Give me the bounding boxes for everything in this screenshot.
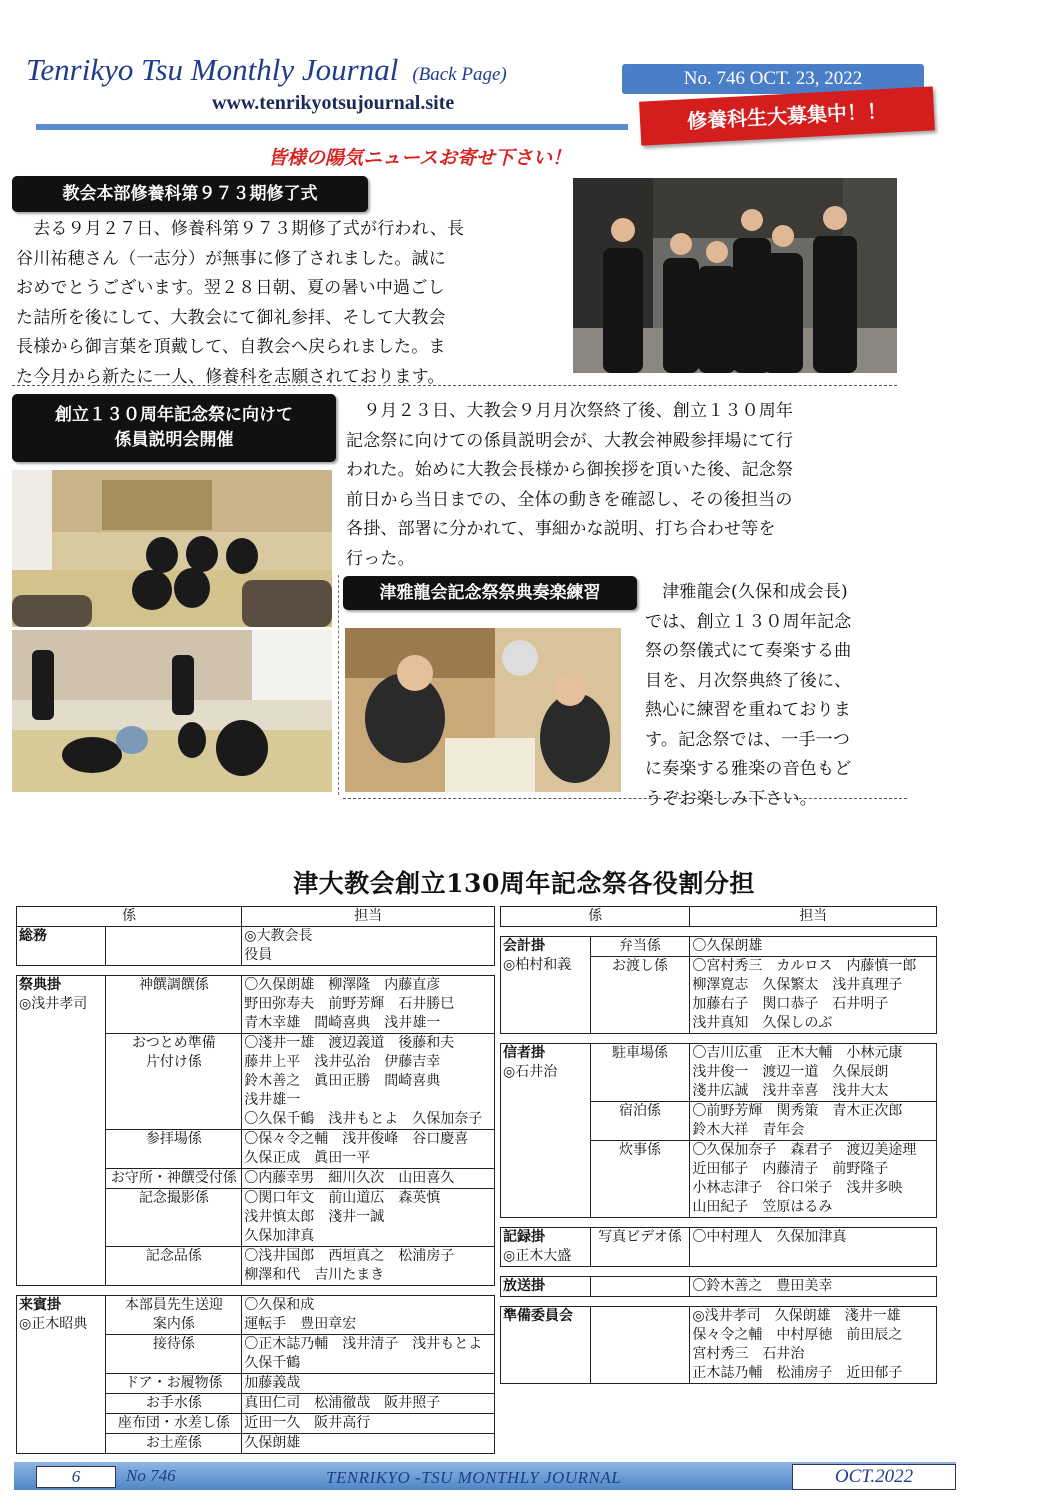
sub-role-name: 記念撮影係 bbox=[138, 1190, 209, 1206]
names-cell bbox=[242, 1034, 495, 1130]
sub-role-name: 写真ビデオ係 bbox=[598, 1229, 682, 1245]
sub-role-name: おつとめ準備 bbox=[131, 1035, 216, 1051]
names-cell bbox=[242, 1374, 495, 1394]
sub-role-cell bbox=[106, 1130, 242, 1169]
table-header-row bbox=[501, 907, 937, 927]
article2-label-line2: 係員説明会開催 bbox=[114, 430, 234, 450]
sub-role-cell bbox=[106, 1189, 242, 1247]
names-cell bbox=[690, 957, 937, 1034]
sub-role-name: お手水係 bbox=[145, 1395, 202, 1411]
table-row bbox=[501, 1044, 937, 1102]
sub-role-cell bbox=[590, 937, 690, 957]
article2-label-line1: 創立１３０周年記念祭に向けて bbox=[55, 405, 293, 426]
body-line: 長様から御言葉を頂戴して、自教会へ戻られました。ま bbox=[16, 337, 446, 357]
table-row bbox=[17, 1296, 495, 1335]
body-line: おめでとうございます。翌２８日朝、夏の暑い中過ごし bbox=[16, 278, 445, 298]
member-names: 〇保々令之輔 浅井俊峰 谷口慶喜 bbox=[244, 1131, 469, 1147]
sub-role-name: お土産係 bbox=[145, 1435, 202, 1451]
member-names: 久保正成 眞田一平 bbox=[244, 1150, 371, 1166]
names-cell bbox=[242, 976, 495, 1034]
member-names: 運転手 豊田章宏 bbox=[244, 1316, 357, 1332]
member-names: 真田仁司 松浦徹哉 阪井照子 bbox=[244, 1395, 441, 1411]
sub-role-cell bbox=[106, 1414, 242, 1434]
sub-role-cell bbox=[106, 1169, 242, 1189]
body-line: われた。始めに大教会長様から御挨拶を頂いた後、記念祭 bbox=[346, 460, 794, 480]
sub-role-name: 駐車場係 bbox=[612, 1045, 669, 1061]
table-gap bbox=[501, 927, 937, 937]
member-names: 〇淺井一雄 渡辺義道 後藤和夫 bbox=[244, 1035, 455, 1051]
names-cell bbox=[690, 1044, 937, 1102]
sub-role-cell bbox=[590, 957, 690, 1034]
sub-role-name: 神饌調饌係 bbox=[138, 977, 209, 993]
roles-table-left bbox=[16, 906, 495, 1454]
body-line: 去る９月２７日、修養科第９７３期修了式が行われ、長 bbox=[16, 219, 465, 239]
names-cell bbox=[690, 1307, 937, 1384]
body-line: うぞお楽しみ下さい。 bbox=[645, 788, 817, 809]
member-names: 小林志津子 谷口栄子 浅井多映 bbox=[692, 1180, 903, 1196]
footer-date: OCT.2022 bbox=[792, 1464, 956, 1490]
member-names: 〇鈴木善之 豊田美幸 bbox=[692, 1278, 833, 1294]
group-cell bbox=[501, 1044, 591, 1218]
body-line: に奏楽する雅楽の音色もど bbox=[645, 759, 852, 779]
member-names: 〇浅井国郎 西垣真之 松浦房子 bbox=[244, 1248, 455, 1264]
header-rule bbox=[36, 124, 628, 130]
sub-role-name: 弁当係 bbox=[619, 938, 662, 954]
member-names: 〇久保千鶴 浅井もとよ 久保加奈子 bbox=[244, 1111, 483, 1127]
footer-page-number: 6 bbox=[36, 1466, 116, 1488]
divider-1 bbox=[12, 385, 897, 386]
sub-role-cell bbox=[106, 1034, 242, 1130]
member-names: 役員 bbox=[244, 947, 273, 963]
journal-title-text: Tenrikyo Tsu Monthly Journal bbox=[26, 52, 399, 87]
sub-role-name: 接待係 bbox=[152, 1336, 195, 1352]
names-cell bbox=[242, 927, 495, 966]
names-cell bbox=[242, 1189, 495, 1247]
table-row bbox=[501, 1277, 937, 1297]
footer-journal-name: TENRIKYO -TSU MONTHLY JOURNAL bbox=[326, 1468, 622, 1487]
member-names: 〇中村理人 久保加津真 bbox=[692, 1229, 847, 1245]
member-names: 久保朗雄 bbox=[244, 1435, 301, 1451]
journal-subtitle: (Back Page) bbox=[412, 64, 507, 85]
sub-role-cell bbox=[590, 1141, 690, 1218]
group-cell bbox=[501, 937, 591, 1034]
member-names: 近田郁子 内藤清子 前野隆子 bbox=[692, 1161, 889, 1177]
names-cell bbox=[690, 1277, 937, 1297]
sub-role-cell bbox=[590, 1307, 690, 1384]
member-names: 山田紀子 笠原はるみ bbox=[692, 1199, 833, 1215]
member-names: 正木誌乃輔 松浦房子 近田郁子 bbox=[692, 1365, 903, 1381]
sub-role-cell bbox=[106, 976, 242, 1034]
roles-table-right bbox=[500, 906, 937, 1384]
member-names: 加藤右子 関口恭子 石井明子 bbox=[692, 996, 889, 1012]
table-row bbox=[501, 1307, 937, 1384]
article1-label: 教会本部修養科第９７３期修了式 bbox=[12, 176, 368, 212]
photo-meeting-groups bbox=[12, 630, 332, 792]
tagline: 皆様の陽気ニュースお寄せ下さい！ bbox=[268, 147, 572, 169]
site-url[interactable]: www.tenrikyotsujournal.site bbox=[212, 92, 455, 114]
body-line: 前日から当日までの、全体の動きを確認し、その後担当の bbox=[346, 489, 793, 510]
member-names: 〇正木誌乃輔 浅井清子 浅井もとよ bbox=[244, 1336, 483, 1352]
footer-issue: No 746 bbox=[126, 1466, 176, 1485]
group-leader: ◎正木大盛 bbox=[503, 1248, 572, 1264]
sub-role-cell bbox=[106, 1296, 242, 1335]
names-cell bbox=[242, 1414, 495, 1434]
journal-title bbox=[26, 52, 507, 88]
table-row bbox=[501, 937, 937, 957]
member-names: 浅井真知 久保しのぶ bbox=[692, 1015, 833, 1031]
header-tanto: 担当 bbox=[690, 907, 937, 927]
member-names: 浅井雄一 bbox=[244, 1092, 301, 1108]
divider-2 bbox=[343, 798, 907, 799]
body-line: では、創立１３０周年記念 bbox=[645, 611, 852, 632]
member-names: 鈴木大祥 青年会 bbox=[692, 1122, 805, 1138]
member-names: 〇内藤幸男 細川久次 山田喜久 bbox=[244, 1170, 455, 1186]
sub-role-cell bbox=[106, 1434, 242, 1454]
body-line: ９月２３日、大教会９月月次祭終了後、創立１３０周年 bbox=[346, 401, 794, 421]
member-names: ◎浅井孝司 久保朗雄 淺井一雄 bbox=[692, 1308, 901, 1324]
names-cell bbox=[242, 1169, 495, 1189]
table-row bbox=[501, 1228, 937, 1267]
body-line: 目を、月次祭典終了後に、 bbox=[645, 670, 852, 691]
photo-gagaku-practice bbox=[345, 628, 621, 792]
photo-graduates bbox=[573, 178, 897, 373]
table-gap bbox=[17, 1286, 495, 1296]
header-kakari: 係 bbox=[501, 907, 690, 927]
member-names: 保々令之輔 中村厚徳 前田辰之 bbox=[692, 1327, 903, 1343]
group-leader: ◎浅井孝司 bbox=[19, 996, 88, 1012]
sub-role-cell bbox=[106, 1394, 242, 1414]
group-name: 放送掛 bbox=[503, 1278, 545, 1294]
names-cell bbox=[242, 1394, 495, 1414]
vertical-divider bbox=[338, 575, 339, 795]
sub-role-name: ドア・お履物係 bbox=[125, 1375, 223, 1391]
member-names: 藤井上平 浅井弘治 伊藤吉幸 bbox=[244, 1054, 441, 1070]
member-names: 浅井慎太郎 淺井一誠 bbox=[244, 1209, 385, 1225]
sub-role-cell bbox=[590, 1102, 690, 1141]
member-names: ◎大教会長 bbox=[244, 928, 313, 944]
group-cell bbox=[501, 1228, 591, 1267]
sub-role-name: 宿泊係 bbox=[619, 1103, 662, 1119]
photo-meeting-hall bbox=[12, 470, 332, 627]
member-names: 〇久保和成 bbox=[244, 1297, 315, 1313]
member-names: 浅井俊一 渡辺一道 久保辰朗 bbox=[692, 1064, 889, 1080]
table-row bbox=[17, 976, 495, 1034]
names-cell bbox=[690, 1141, 937, 1218]
member-names: 〇関口年文 前山道広 森英慎 bbox=[244, 1190, 441, 1206]
body-line: 熱心に練習を重ねておりま bbox=[645, 700, 851, 720]
group-cell bbox=[17, 1296, 106, 1454]
body-line: 各掛、部署に分かれて、事細かな説明、打ち合わせ等を bbox=[346, 519, 776, 539]
sub-role-name: お守所・神饌受付係 bbox=[110, 1170, 237, 1186]
table-gap bbox=[501, 1297, 937, 1307]
group-name: 信者掛 bbox=[503, 1045, 545, 1061]
group-leader: ◎正木昭典 bbox=[19, 1316, 88, 1332]
sub-role-name: 片付け係 bbox=[145, 1054, 202, 1070]
names-cell bbox=[242, 1247, 495, 1286]
body-line: 谷川祐穂さん（一志分）が無事に修了されました。誠に bbox=[16, 248, 446, 269]
sub-role-name: お渡し係 bbox=[612, 958, 669, 974]
group-cell bbox=[17, 976, 106, 1286]
table-row bbox=[17, 927, 495, 966]
group-name: 祭典掛 bbox=[19, 977, 61, 993]
body-line: 行った。 bbox=[346, 548, 415, 569]
names-cell bbox=[242, 1335, 495, 1374]
article3-label: 津雅龍会記念祭祭典奏楽練習 bbox=[343, 576, 637, 610]
article2-body bbox=[346, 397, 902, 574]
sub-role-cell bbox=[590, 1228, 690, 1267]
sub-role-cell bbox=[106, 927, 242, 966]
sub-role-name: 案内係 bbox=[152, 1316, 195, 1332]
group-name: 準備委員会 bbox=[503, 1308, 573, 1324]
sub-role-cell bbox=[106, 1247, 242, 1286]
header-tanto: 担当 bbox=[242, 907, 495, 927]
article2-label bbox=[12, 394, 336, 462]
names-cell bbox=[690, 1228, 937, 1267]
article1-body bbox=[16, 215, 564, 392]
member-names: 〇久保朗雄 柳澤隆 内藤直彦 bbox=[244, 977, 441, 993]
group-leader: ◎柏村和義 bbox=[503, 957, 572, 973]
group-name: 総務 bbox=[19, 928, 47, 944]
table-header-row bbox=[17, 907, 495, 927]
names-cell bbox=[242, 1130, 495, 1169]
header-kakari: 係 bbox=[17, 907, 242, 927]
table-gap bbox=[501, 1267, 937, 1277]
member-names: 久保加津真 bbox=[244, 1228, 315, 1244]
sub-role-name: 座布団・水差し係 bbox=[117, 1415, 230, 1431]
member-names: 〇久保朗雄 bbox=[692, 938, 763, 954]
roles-title: 津大教会創立130周年記念祭各役割分担 bbox=[293, 869, 755, 898]
member-names: 〇宮村秀三 カルロス 内藤慎一郎 bbox=[692, 958, 917, 974]
member-names: 〇前野芳輝 関秀策 青木正次郎 bbox=[692, 1103, 903, 1119]
sub-role-cell bbox=[590, 1044, 690, 1102]
sub-role-cell bbox=[106, 1374, 242, 1394]
body-line: 祭の祭儀式にて奏楽する曲 bbox=[645, 641, 852, 661]
member-names: 〇久保加奈子 森君子 渡辺美途理 bbox=[692, 1142, 917, 1158]
names-cell bbox=[690, 1102, 937, 1141]
sub-role-cell bbox=[590, 1277, 690, 1297]
group-name: 記録掛 bbox=[503, 1229, 545, 1245]
sub-role-name: 記念品係 bbox=[145, 1248, 202, 1264]
member-names: 柳澤寛志 久保繁太 浅井真理子 bbox=[692, 977, 903, 993]
body-line: す。記念祭では、一手一つ bbox=[645, 729, 851, 750]
member-names: 鈴木善之 眞田正勝 間崎喜典 bbox=[244, 1073, 441, 1089]
body-line: た今月から新たに一人、修養科を志願されております。 bbox=[16, 366, 445, 387]
article3-body bbox=[645, 578, 907, 814]
body-line: 記念祭に向けての係員説明会が、大教会神殿参拝場にて行 bbox=[346, 430, 794, 451]
group-cell bbox=[17, 927, 106, 966]
names-cell bbox=[242, 1434, 495, 1454]
names-cell bbox=[690, 937, 937, 957]
sub-role-name: 炊事係 bbox=[619, 1142, 662, 1158]
footer-bar bbox=[14, 1462, 956, 1490]
group-leader: ◎石井治 bbox=[503, 1064, 558, 1080]
table-gap bbox=[501, 1218, 937, 1228]
member-names: 柳澤和代 吉川たまき bbox=[244, 1267, 385, 1283]
issue-badge: No. 746 OCT. 23, 2022 bbox=[622, 64, 924, 94]
member-names: 淺井広誠 浅井幸喜 浅井大太 bbox=[692, 1083, 889, 1099]
group-cell bbox=[501, 1277, 591, 1297]
names-cell bbox=[242, 1296, 495, 1335]
table-gap bbox=[501, 1034, 937, 1044]
member-names: 近田一久 阪井高行 bbox=[244, 1415, 371, 1431]
sub-role-cell bbox=[106, 1335, 242, 1374]
member-names: 野田弥寿夫 前野芳輝 石井勝巳 bbox=[244, 996, 455, 1012]
member-names: 青木幸雄 間崎喜典 浅井雄一 bbox=[244, 1015, 441, 1031]
member-names: 久保千鶴 bbox=[244, 1355, 301, 1371]
member-names: 加藤義哉 bbox=[244, 1375, 301, 1391]
group-name: 来賓掛 bbox=[19, 1297, 61, 1313]
body-line: 津雅龍会(久保和成会長) bbox=[645, 582, 848, 602]
group-cell bbox=[501, 1307, 591, 1384]
sub-role-name: 参拝場係 bbox=[145, 1131, 202, 1147]
body-line: た詰所を後にして、大教会にて御礼参拝、そして大教会 bbox=[16, 307, 446, 328]
table-gap bbox=[17, 966, 495, 976]
member-names: 〇吉川広重 正木大輔 小林元康 bbox=[692, 1045, 903, 1061]
recruit-banner: 修養科生大募集中！！ bbox=[639, 86, 935, 145]
group-name: 会計掛 bbox=[503, 938, 545, 954]
member-names: 宮村秀三 石井治 bbox=[692, 1346, 805, 1362]
sub-role-name: 本部員先生送迎 bbox=[124, 1297, 223, 1313]
